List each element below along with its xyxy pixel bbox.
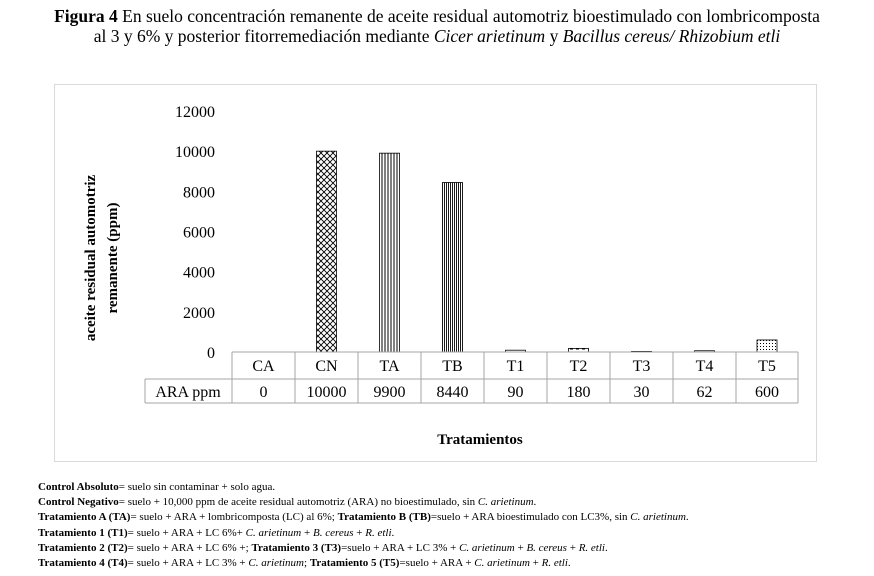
note-line bbox=[38, 480, 868, 495]
bar-ta bbox=[380, 153, 400, 352]
note-segment: =suelo + ARA + bbox=[399, 557, 475, 570]
caption-title-text: En suelo concentración remanente de aceite residual automotriz bioestimulado con lombricomposta bbox=[117, 6, 820, 26]
y-axis-label-line-2: remanente (ppm) bbox=[105, 202, 121, 314]
y-tick-label: 10000 bbox=[175, 144, 215, 162]
note-line bbox=[38, 495, 868, 510]
x-category-label: T1 bbox=[506, 358, 525, 375]
note-segment: Tratamiento 5 (T5) bbox=[309, 557, 400, 570]
table-value-cell: 9900 bbox=[373, 384, 406, 401]
note-segment: + bbox=[514, 541, 527, 554]
note-line bbox=[38, 510, 868, 525]
note-segment: Tratamiento A (TA) bbox=[38, 511, 131, 524]
note-segment: C. arietinum bbox=[630, 511, 686, 524]
y-tick-label: 4000 bbox=[183, 264, 215, 282]
caption-species-1: Cicer arietinum bbox=[433, 26, 546, 46]
note-segment: . bbox=[685, 511, 689, 524]
note-segment: = suelo + ARA + lombricomposta (LC) al 6%; bbox=[130, 511, 338, 524]
note-line bbox=[38, 526, 868, 541]
note-line bbox=[38, 541, 868, 556]
note-segment: =suelo + ARA bioestimulado con LC3%, sin bbox=[430, 511, 631, 524]
note-segment: Tratamiento 2 (T2) bbox=[38, 541, 128, 554]
note-segment: B. cereus bbox=[526, 541, 567, 554]
table-value-cell: 180 bbox=[566, 384, 591, 401]
note-segment: . bbox=[391, 526, 395, 539]
x-category-label: T4 bbox=[695, 358, 714, 375]
table-value-cell: 90 bbox=[507, 384, 524, 401]
table-value-cell: 10000 bbox=[306, 384, 347, 401]
note-segment: = suelo + ARA + LC 6%+ bbox=[127, 526, 246, 539]
table-value-cell: 600 bbox=[755, 384, 779, 401]
y-tick-label: 12000 bbox=[175, 104, 215, 121]
y-tick-label: 2000 bbox=[183, 304, 215, 322]
note-segment: Tratamiento 4 (T4) bbox=[38, 557, 128, 570]
note-segment: Control Negativo bbox=[38, 496, 119, 509]
x-category-label: CA bbox=[252, 358, 275, 375]
bar-tb bbox=[443, 182, 463, 352]
x-category-label: CN bbox=[315, 358, 338, 375]
note-segment: C. arietinum bbox=[248, 557, 305, 570]
x-axis-label: Tratamientos bbox=[437, 432, 523, 448]
note-segment: = suelo sin contaminar + solo agua. bbox=[118, 481, 276, 493]
note-segment: =suelo + ARA + LC 3% + bbox=[341, 541, 460, 554]
table-value-cell: 8440 bbox=[436, 384, 469, 401]
note-segment: . bbox=[533, 496, 537, 509]
caption-text-b: y bbox=[545, 26, 563, 46]
note-segment: + bbox=[566, 541, 579, 554]
note-segment: + bbox=[301, 526, 313, 539]
note-segment: C. arietinum bbox=[459, 541, 515, 554]
notes-legend bbox=[38, 480, 868, 571]
note-segment: + bbox=[529, 557, 542, 570]
x-category-label: TB bbox=[442, 358, 463, 375]
note-segment: . bbox=[604, 541, 608, 554]
x-category-label: TA bbox=[379, 358, 400, 375]
note-segment: Tratamiento 1 (T1) bbox=[38, 526, 128, 539]
note-segment: B. cereus bbox=[312, 526, 354, 539]
note-segment: . bbox=[567, 557, 571, 570]
table-value-cell: 62 bbox=[696, 384, 713, 401]
note-segment: R. etli bbox=[578, 541, 605, 554]
y-axis-label-line-1: aceite residual automotriz bbox=[83, 174, 99, 342]
x-category-label: T2 bbox=[569, 358, 588, 375]
note-segment: Tratamiento 3 (T3) bbox=[251, 541, 342, 554]
table-value-cell: 0 bbox=[259, 384, 268, 401]
note-segment: Control Absoluto bbox=[38, 481, 119, 493]
table-row-label: ARA ppm bbox=[155, 384, 221, 401]
note-line bbox=[38, 556, 868, 571]
figure-label: Figura 4 bbox=[54, 6, 118, 26]
note-segment: R. etli bbox=[541, 557, 568, 570]
y-tick-label: 0 bbox=[207, 345, 215, 362]
note-segment: Tratamiento B (TB) bbox=[337, 511, 431, 524]
note-segment: = suelo + ARA + LC 6% +; bbox=[127, 541, 252, 554]
note-segment: = suelo + 10,000 ppm de aceite residual automotriz (ARA) no bioestimulado, sin bbox=[118, 496, 478, 509]
note-segment: C. arietinum bbox=[245, 526, 302, 539]
caption-species-2: Bacillus cereus/ Rhizobium etli bbox=[562, 26, 781, 46]
note-segment: R. etli bbox=[365, 526, 392, 539]
y-tick-label: 6000 bbox=[183, 224, 215, 242]
note-segment: C. arietinum bbox=[474, 557, 530, 570]
bar-t5 bbox=[757, 340, 777, 352]
note-segment: ; bbox=[304, 557, 310, 570]
y-tick-label: 8000 bbox=[183, 184, 215, 202]
note-segment: C. arietinum bbox=[477, 496, 534, 509]
table-value-cell: 30 bbox=[633, 384, 650, 401]
x-category-label: T3 bbox=[632, 358, 651, 375]
x-category-label: T5 bbox=[758, 358, 776, 375]
caption-text-a: al 3 y 6% y posterior fitorremediación mediante bbox=[93, 26, 434, 46]
bar-t2 bbox=[569, 348, 589, 352]
note-segment: = suelo + ARA + LC 3% + bbox=[127, 557, 249, 570]
note-segment: + bbox=[353, 526, 366, 539]
bar-cn bbox=[317, 151, 337, 352]
